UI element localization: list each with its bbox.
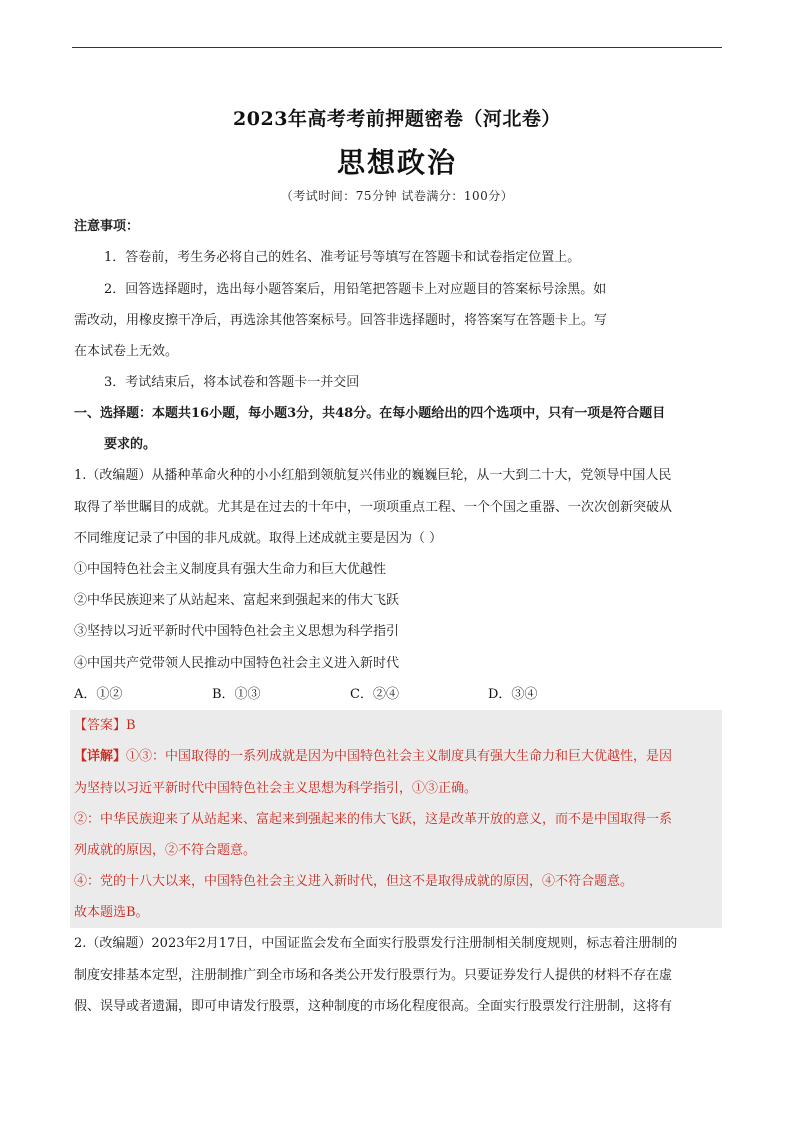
subject-title: 思想政治 (336, 146, 457, 179)
q1-detail-line-5: ④：党的十八大以来，中国特色社会主义进入新时代，但这不是取得成就的原因，④不符合题意。 (74, 874, 634, 889)
q1-detail-line-1 (74, 749, 672, 765)
q2-stem-line-2: 制度安排基本定型，注册制推广到全市场和各类公开发行股票行为。只要证券发行人提供的材料不存在虚 (74, 968, 673, 983)
exam-info: （考试时间：75分钟 试卷满分：100分） (280, 189, 514, 203)
q1-detail-tag: 【详解】 (74, 749, 127, 764)
q1-answer: 【答案】B (74, 718, 136, 733)
q1-stem-line-3: 不同维度记录了中国的非凡成就。取得上述成就主要是因为（ ） (74, 531, 443, 546)
q1-stem-line-2: 取得了举世瞩目的成就。尤其是在过去的十年中，一项项重点工程、一个个国之重器、一次次创新突破从 (74, 500, 673, 515)
q2-stem-line-3: 假、误导或者遗漏，即可申请发行股票，这种制度的市场化程度很高。全面实行股票发行注册制，这将有 (74, 999, 673, 1014)
q1-detail-line-3: ②：中华民族迎来了从站起来、富起来到强起来的伟大飞跃，这是改革开放的意义，而不是中国取得一系 (74, 812, 673, 827)
q1-statement-2: ②中华民族迎来了从站起来、富起来到强起来的伟大飞跃 (74, 593, 400, 608)
q1-detail-text-1: ①③：中国取得的一系列成就是因为中国特色社会主义制度具有强大生命力和巨大优越性，是因 (126, 749, 673, 764)
notice-item-2-line-2: 需改动，用橡皮擦干净后，再选涂其他答案标号。回答非选择题时，将答案写在答题卡上。写 (74, 313, 608, 328)
q2-stem-line-1: 2.（改编题）2023年2月17日，中国证监会发布全面实行股票发行注册制相关制度规则，标志着注册制的 (74, 936, 678, 951)
notice-item-3: 3．考试结束后，将本试卷和答题卡一并交回 (104, 375, 360, 390)
header-rule (72, 47, 722, 48)
q1-statement-3: ③坚持以习近平新时代中国特色社会主义思想为科学指引 (74, 624, 400, 639)
q1-stem-line-1: 1.（改编题）从播种革命火种的小小红船到领航复兴伟业的巍巍巨轮，从一大到二十大，党领导中国人民 (74, 468, 672, 483)
q1-conclusion: 故本题选B。 (74, 905, 149, 920)
q1-detail-line-4: 列成就的原因，②不符合题意。 (74, 843, 257, 858)
notice-item-2-line-3: 在本试卷上无效。 (74, 344, 179, 359)
q1-option-b: B．①③ (212, 687, 261, 702)
q1-option-d: D．③④ (488, 687, 538, 702)
q1-statement-1: ①中国特色社会主义制度具有强大生命力和巨大优越性 (74, 562, 387, 577)
q1-statement-4: ④中国共产党带领人民推动中国特色社会主义进入新时代 (74, 656, 400, 671)
q1-option-a: A．①② (74, 687, 123, 702)
notice-heading: 注意事项： (74, 219, 140, 234)
q1-detail-line-2: 为坚持以习近平新时代中国特色社会主义思想为科学指引，①③正确。 (74, 781, 478, 796)
notice-item-2-line-1: 2．回答选择题时，选出每小题答案后，用铅笔把答题卡上对应题目的答案标号涂黑。如 (104, 282, 607, 297)
exam-title: 2023年高考考前押题密卷（河北卷） (233, 108, 561, 130)
q1-option-c: C．②④ (350, 687, 399, 702)
section-heading-line-1: 一、选择题：本题共16小题，每小题3分，共48分。在每小题给出的四个选项中，只有一项是符合题目 (74, 406, 666, 421)
section-heading-line-2: 要求的。 (104, 437, 157, 452)
notice-item-1: 1．答卷前，考生务必将自己的姓名、准考证号等填写在答题卡和试卷指定位置上。 (104, 250, 581, 265)
